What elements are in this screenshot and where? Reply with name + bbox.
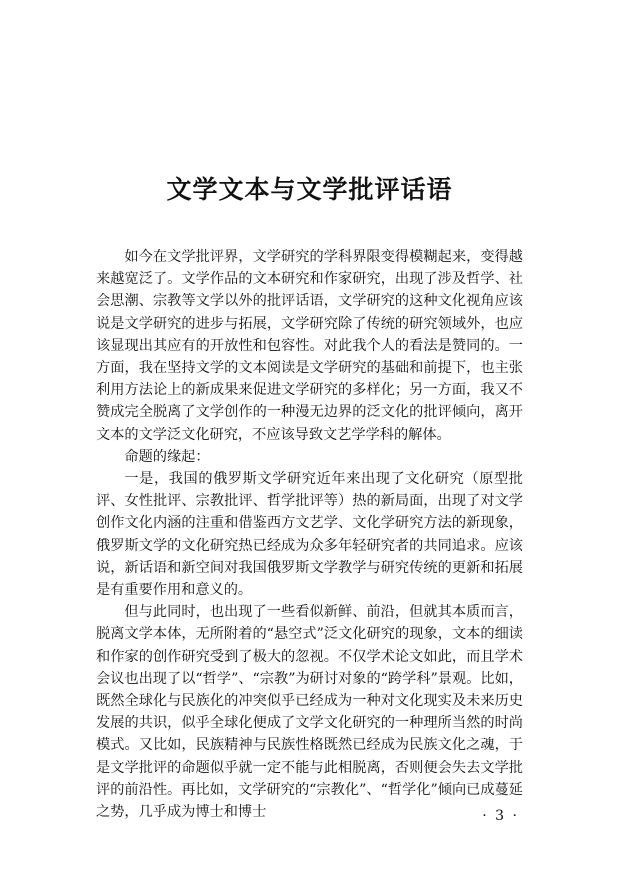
body-text [96,246,523,823]
chapter-title: 文学文本与文学批评话语 [166,175,453,204]
page-number: · 3 · [482,808,519,824]
paragraph-origin-heading: 命题的缘起： [124,448,210,465]
paragraph-however: 但与此同时，也出现了一些看似新鲜、前沿，但就其本质而言，脱离文学本体，无所附着的“悬空式”泛文化研究的现象，文本的细读和作家的创作研究受到了极大的忽视。不仅学术论文如此，而且学术会议也出现了以“哲学”、“宗教”为研讨对象的“跨学科”景观。比如，既然全球化与民族化的冲突似乎已经成为一种对文化现实及未来历史发展的共识，似乎全球化便成了文学文化研究的一种理所当然的时尚模式。又比如，民族精神与民族性格既然已经成为民族文化之魂，于是文学批评的命题似乎就一定不能与此相脱离，否则便会失去文学批评的前沿性。再比如，文学研究的“宗教化”、“哲学化”倾向已成蔓延之势，几乎成为博士和博士 [96,604,523,821]
paragraph-first-point: 一是，我国的俄罗斯文学研究近年来出现了文化研究（原型批评、女性批评、宗教批评、哲学批评等）热的新局面，出现了对文学创作文化内涵的注重和借鉴西方文艺学、文化学研究方法的新现象，俄罗斯文学的文化研究热已经成为众多年轻研究者的共同追求。应该说，新话语和新空间对我国俄罗斯文学教学与研究传统的更新和拓展是有重要作用和意义的。 [96,471,523,599]
paragraph-intro: 如今在文学批评界，文学研究的学科界限变得模糊起来，变得越来越宽泛了。文学作品的文本研究和作家研究，出现了涉及哲学、社会思潮、宗教等文学以外的批评话语，文学研究的这种文化视角应该说是文学研究的进步与拓展，文学研究除了传统的研究领域外，也应该显现出其应有的开放性和包容性。对此我个人的看法是赞同的。一方面，我在坚持文学的文本阅读是文学研究的基础和前提下，也主张利用方法论上的新成果来促进文学研究的多样化；另一方面，我又不赞成完全脱离了文学创作的一种漫无边界的泛文化的批评倾向，离开文本的文学泛文化研究，不应该导致文艺学学科的解体。 [96,249,523,443]
